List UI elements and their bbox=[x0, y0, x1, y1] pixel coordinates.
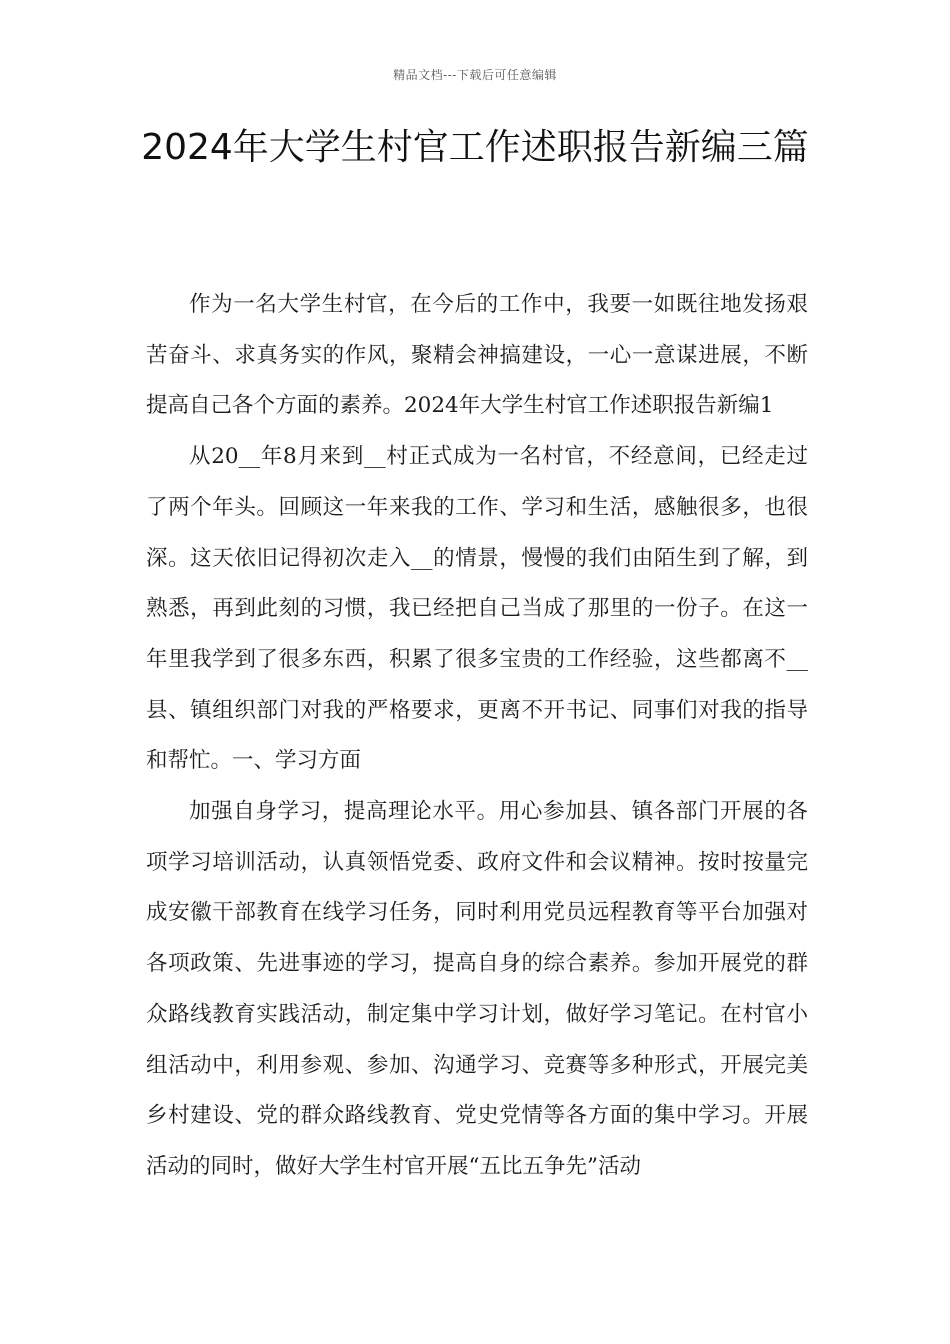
paragraph-overview: 从20__年8月来到__村正式成为一名村官，不经意间，已经走过了两个年头。回顾这一年来我的工作、学习和生活，感触很多，也很深。这天依旧记得初次走入__的情景，慢慢的我们由陌生到了解，到熟悉，再到此刻的习惯，我已经把自己当成了那里的一份子。在这一年里我学到了很多东西，积累了很多宝贵的工作经验，这些都离不__县、镇组织部门对我的严格要求，更离不开书记、同事们对我的指导和帮忙。一、学习方面 bbox=[146, 444, 808, 774]
paragraph-intro: 作为一名大学生村官，在今后的工作中，我要一如既往地发扬艰苦奋斗、求真务实的作风，聚精会神搞建设，一心一意谋进展，不断提高自己各个方面的素养。2024年大学生村官工作述职报告新编1 bbox=[146, 292, 808, 419]
document-title: 2024年大学生村官工作述职报告新编三篇 bbox=[141, 127, 809, 168]
paragraph-study: 加强自身学习，提高理论水平。用心参加县、镇各部门开展的各项学习培训活动，认真领悟党委、政府文件和会议精神。按时按量完成安徽干部教育在线学习任务，同时利用党员远程教育等平台加强对各项政策、先进事迹的学习，提高自身的综合素养。参加开展党的群众路线教育实践活动，制定集中学习计划，做好学习笔记。在村官小组活动中，利用参观、参加、沟通学习、竞赛等多种形式，开展完美乡村建设、党的群众路线教育、党史党情等各方面的集中学习。开展活动的同时，做好大学生村官开展“五比五争先”活动 bbox=[146, 799, 808, 1179]
document-body bbox=[146, 280, 808, 1193]
header-note: 精品文档---下载后可任意编辑 bbox=[393, 68, 557, 82]
